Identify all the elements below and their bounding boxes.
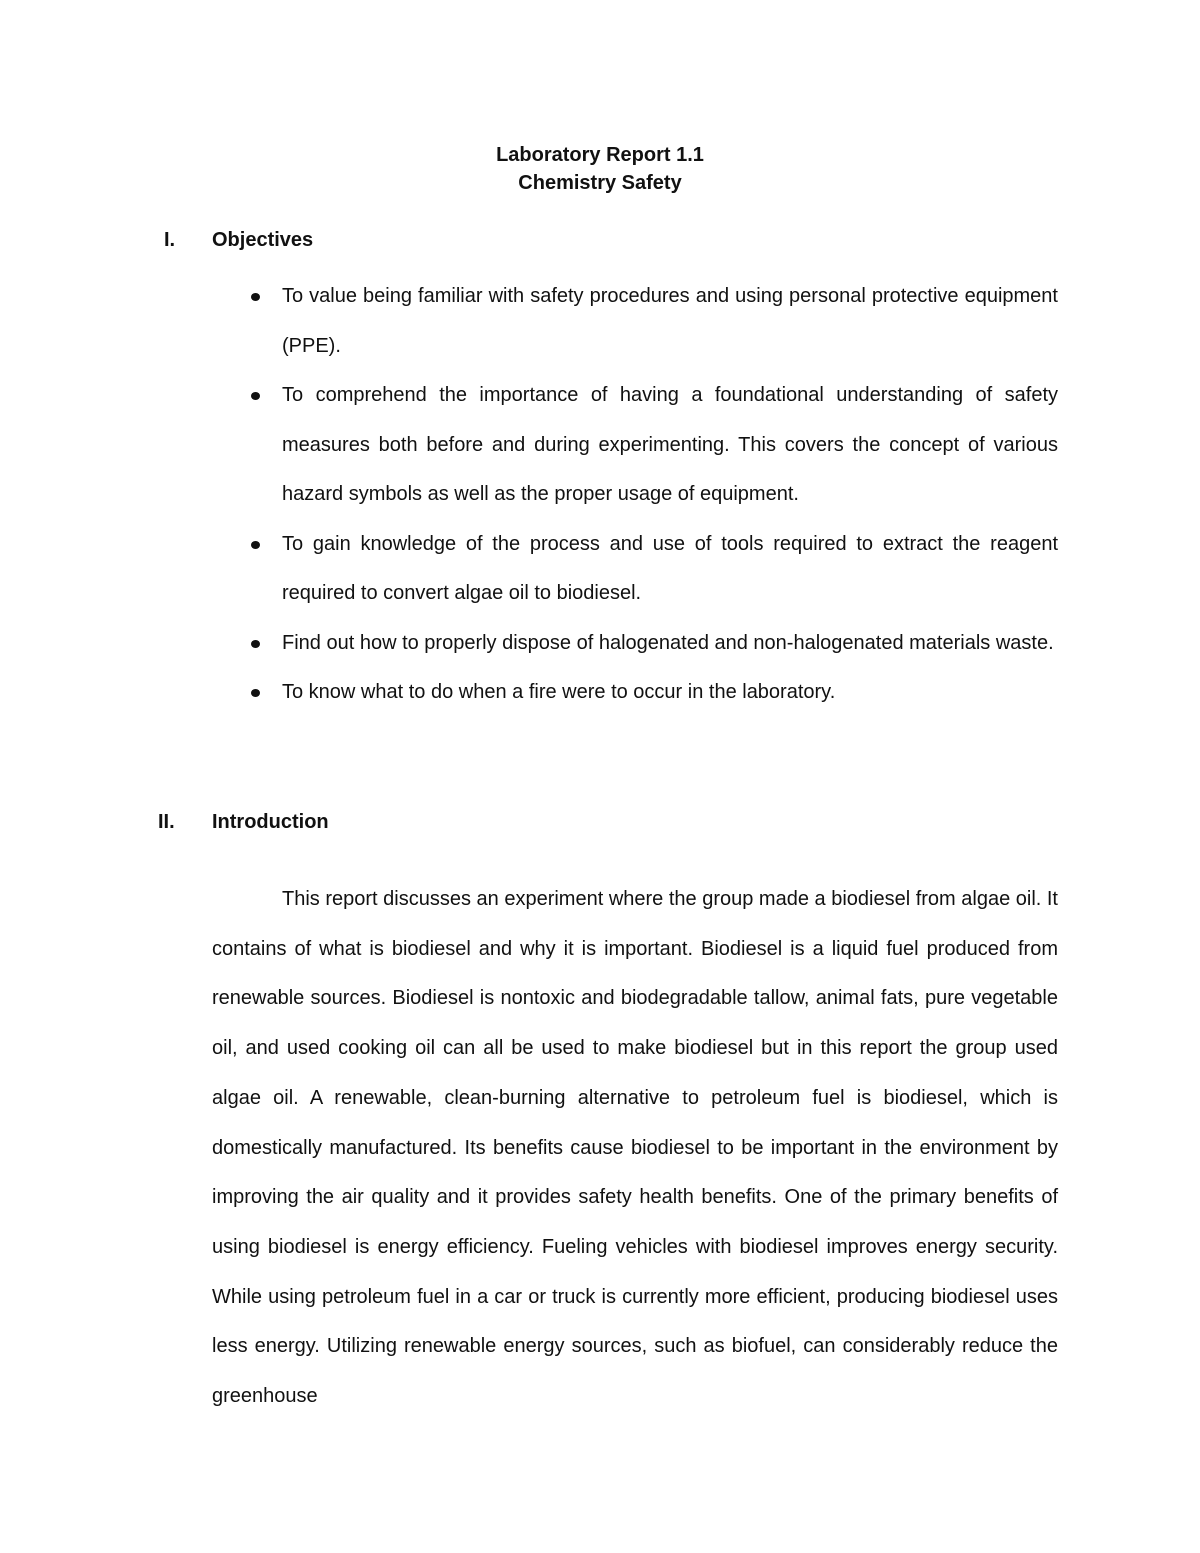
list-item [246, 520, 1058, 619]
list-item [246, 272, 1058, 371]
list-item [246, 619, 1058, 669]
bullet-icon [251, 392, 260, 400]
objective-text: To gain knowledge of the process and use of tools required to extract the reagent required to convert algae oil to biodiesel. [282, 532, 1058, 604]
bullet-icon [251, 293, 260, 301]
objective-text: To comprehend the importance of having a foundational understanding of safety measures both before and during experimenting. This covers the concept of various hazard symbols as well as the proper usage of equipment. [282, 384, 1058, 505]
section-number: I. [164, 229, 176, 251]
bullet-icon [251, 541, 260, 549]
section-label: Objectives [212, 229, 314, 251]
title-line-1: Laboratory Report 1.1 [496, 144, 704, 166]
objective-text: To know what to do when a fire were to occur in the laboratory. [282, 681, 836, 703]
section-number: II. [158, 811, 175, 833]
objective-text: To value being familiar with safety procedures and using personal protective equipment (PPE). [282, 285, 1058, 357]
objective-text: Find out how to properly dispose of halogenated and non-halogenated materials waste. [282, 631, 1054, 654]
bullet-icon [251, 689, 260, 697]
bullet-icon [251, 640, 260, 648]
section-heading-objectives [0, 228, 1200, 252]
introduction-paragraph: This report discusses an experiment where the group made a biodiesel from algae oil. It contains of what is biodiesel and why it is important. Biodiesel is a liquid fuel produced from renewable sources. Biodiesel is nontoxic and biodegradable tallow, animal fats, pure vegetable oil, and used cooking oil can all be used to make biodiesel but in this report the group used algae oil. A renewable, clean-burning alternative to petroleum fuel is biodiesel, which is domestically manufactured. Its benefits cause biodiesel to be important in the environment by improving the air quality and it provides safety health benefits. One of the primary benefits of using biodiesel is energy efficiency. Fueling vehicles with biodiesel improves energy security. While using petroleum fuel in a car or truck is currently more efficient, producing biodiesel uses less energy. Utilizing renewable energy sources, such as biofuel, can considerably reduce the greenhouse [212, 888, 1058, 1408]
objectives-list [246, 272, 1058, 718]
section-label: Introduction [212, 811, 329, 833]
section-heading-introduction [0, 810, 1200, 834]
list-item [246, 668, 1058, 718]
report-title [0, 141, 1200, 197]
list-item [246, 371, 1058, 520]
title-line-2: Chemistry Safety [518, 172, 682, 194]
